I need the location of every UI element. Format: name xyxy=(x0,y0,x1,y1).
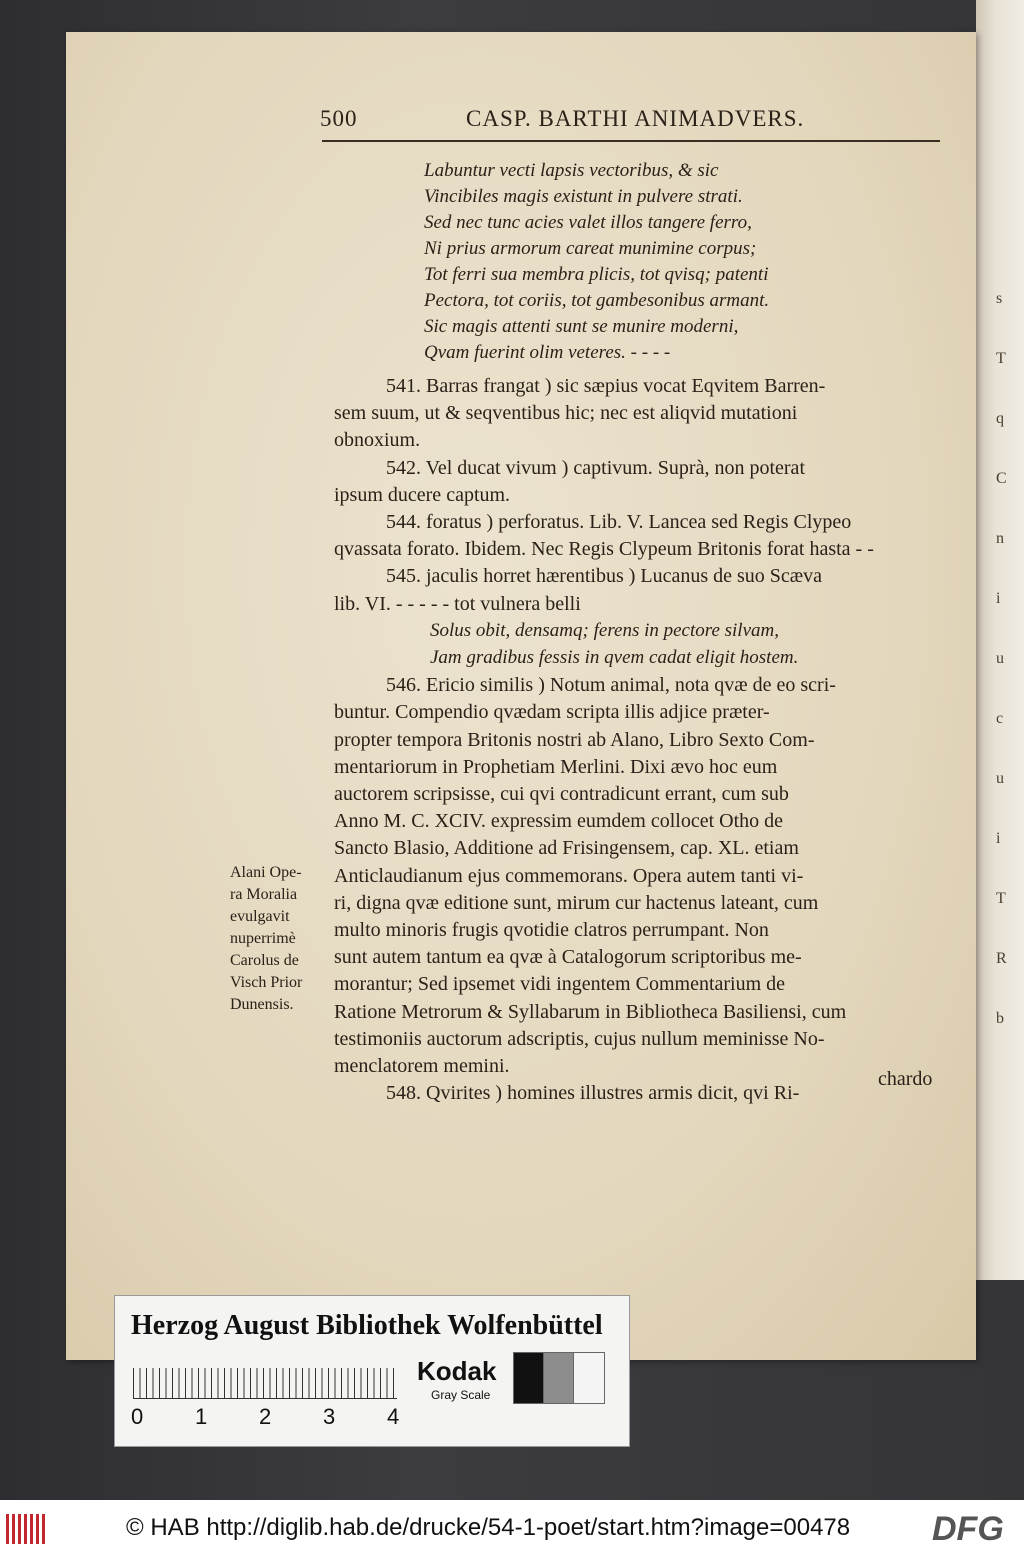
edge-fragment: s xyxy=(996,290,1003,307)
body-line: 548. Qvirites ) homines illustres armis dicit, qvi Ri- xyxy=(386,1082,800,1105)
verse-line: Tot ferri sua membra plicis, tot qvisq; patenti xyxy=(424,264,769,285)
body-line: 545. jaculis horret hærentibus ) Lucanus de suo Scæva xyxy=(386,565,823,588)
dfg-logo: DFG xyxy=(932,1510,1004,1548)
library-color-card xyxy=(114,1295,630,1447)
facing-page-edge xyxy=(976,0,1024,1280)
body-line: auctorem scripsisse, cui qvi contradicunt errant, cum sub xyxy=(334,783,789,805)
body-line: 542. Vel ducat vivum ) captivum. Suprà, non poterat xyxy=(386,456,805,479)
verse-line: Sic magis attenti sunt se munire moderni, xyxy=(424,316,739,337)
edge-fragment: i xyxy=(996,830,1001,847)
body-line: Anno M. C. XCIV. expressim eumdem collocet Otho de xyxy=(334,810,784,833)
body-line: ri, digna qvæ editione sunt, mirum cur hactenus lateant, cum xyxy=(334,891,819,914)
edge-fragment: u xyxy=(996,770,1004,787)
head-rule xyxy=(322,140,940,142)
margin-note-line: Dunensis. xyxy=(230,996,294,1013)
body-line: obnoxium. xyxy=(334,429,421,452)
ruler-scale xyxy=(133,1368,397,1399)
gray-swatch xyxy=(513,1352,545,1404)
gray-swatch xyxy=(573,1352,605,1404)
barcode-icon xyxy=(6,1514,48,1544)
verse-line: Ni prius armorum careat munimine corpus; xyxy=(424,238,757,259)
gray-scale-label: Gray Scale xyxy=(431,1388,491,1402)
body-line: Sancto Blasio, Additione ad Frisingensem, cap. XL. etiam xyxy=(334,837,799,860)
verse-line: Pectora, tot coriis, tot gambesonibus armant. xyxy=(424,290,770,311)
kodak-logo: Kodak xyxy=(417,1356,497,1386)
edge-fragment: n xyxy=(996,530,1004,547)
edge-fragment: T xyxy=(996,350,1006,367)
body-line: 544. foratus ) perforatus. Lib. V. Lancea sed Regis Clypeo xyxy=(386,511,852,533)
body-line: Solus obit, densamq; ferens in pectore silvam, xyxy=(430,619,779,641)
body-line: 546. Ericio similis ) Notum animal, nota qvæ de eo scri- xyxy=(386,674,836,697)
margin-note-line: ra Moralia xyxy=(230,886,298,903)
margin-note-line: nuperrimè xyxy=(230,930,296,947)
body-line: ipsum ducere captum. xyxy=(334,483,511,506)
body-line: qvassata forato. Ibidem. Nec Regis Clypeum Britonis forat hasta - - xyxy=(334,538,874,561)
ruler-number: 2 xyxy=(259,1404,272,1429)
margin-note xyxy=(230,862,330,1016)
margin-note-line: Alani Ope- xyxy=(230,864,302,881)
body-line: 541. Barras frangat ) sic sæpius vocat Eqvitem Barren- xyxy=(386,375,826,397)
body-line: Ratione Metrorum & Syllabarum in Bibliotheca Basiliensi, cum xyxy=(334,1000,847,1023)
body-line: menclatorem memini. xyxy=(334,1055,510,1077)
gray-swatch xyxy=(543,1352,575,1404)
body-line: lib. VI. - - - - - tot vulnera belli xyxy=(334,592,581,615)
verse-line: Qvam fuerint olim veteres. - - - - xyxy=(424,342,671,363)
footer-link[interactable]: © HAB http://diglib.hab.de/drucke/54-1-poet/start.htm?image=00478 xyxy=(126,1514,851,1541)
body-line: chardo xyxy=(878,1068,933,1090)
edge-fragment: u xyxy=(996,650,1004,667)
edge-fragment: c xyxy=(996,710,1004,727)
verse-line: Sed nec tunc acies valet illos tangere ferro, xyxy=(424,212,752,233)
edge-fragment: R xyxy=(996,950,1007,967)
margin-note-line: evulgavit xyxy=(230,908,290,925)
verse-line: Labuntur vecti lapsis vectoribus, & sic xyxy=(424,160,719,181)
running-head-title: CASP. BARTHI ANIMADVERS. xyxy=(466,106,805,131)
margin-note-line: Carolus de xyxy=(230,952,299,969)
edge-fragment: b xyxy=(996,1010,1004,1027)
edge-fragment: C xyxy=(996,470,1007,487)
page-number: 500 xyxy=(320,106,358,131)
card-title: Herzog August Bibliothek Wolfenbüttel xyxy=(131,1310,603,1341)
ruler-number: 0 xyxy=(131,1404,144,1429)
ruler-number: 1 xyxy=(195,1404,208,1429)
edge-fragment: q xyxy=(996,410,1004,427)
verse-line: Vincibiles magis existunt in pulvere strati. xyxy=(424,186,743,207)
body-line: Jam gradibus fessis in qvem cadat eligit hostem. xyxy=(430,647,799,668)
edge-fragment: i xyxy=(996,590,1001,607)
ruler-number: 4 xyxy=(387,1404,400,1429)
body-line: sem suum, ut & seqventibus hic; nec est aliqvid mutationi xyxy=(334,402,798,425)
ruler-number: 3 xyxy=(323,1404,336,1429)
body-line: mentariorum in Prophetiam Merlini. Dixi ævo hoc eum xyxy=(334,755,778,778)
body-line: propter tempora Britonis nostri ab Alano, Libro Sexto Com- xyxy=(334,728,815,751)
margin-note-line: Visch Prior xyxy=(230,974,303,991)
body-line: Anticlaudianum ejus commemorans. Opera autem tanti vi- xyxy=(334,864,804,887)
body-line: testimoniis auctorum adscriptis, cujus nullum meminisse No- xyxy=(334,1027,825,1050)
edge-fragment: T xyxy=(996,890,1006,907)
footer-bar xyxy=(0,1500,1024,1557)
body-line: sunt autem tantum ea qvæ à Catalogorum scriptoribus me- xyxy=(334,946,802,969)
body-line: buntur. Compendio qvædam scripta illis adjice præter- xyxy=(334,701,770,724)
body-line: morantur; Sed ipsemet vidi ingentem Commentarium de xyxy=(334,973,786,996)
body-line: multo minoris frugis qvotidie clatros perrumpant. Non xyxy=(334,919,769,941)
